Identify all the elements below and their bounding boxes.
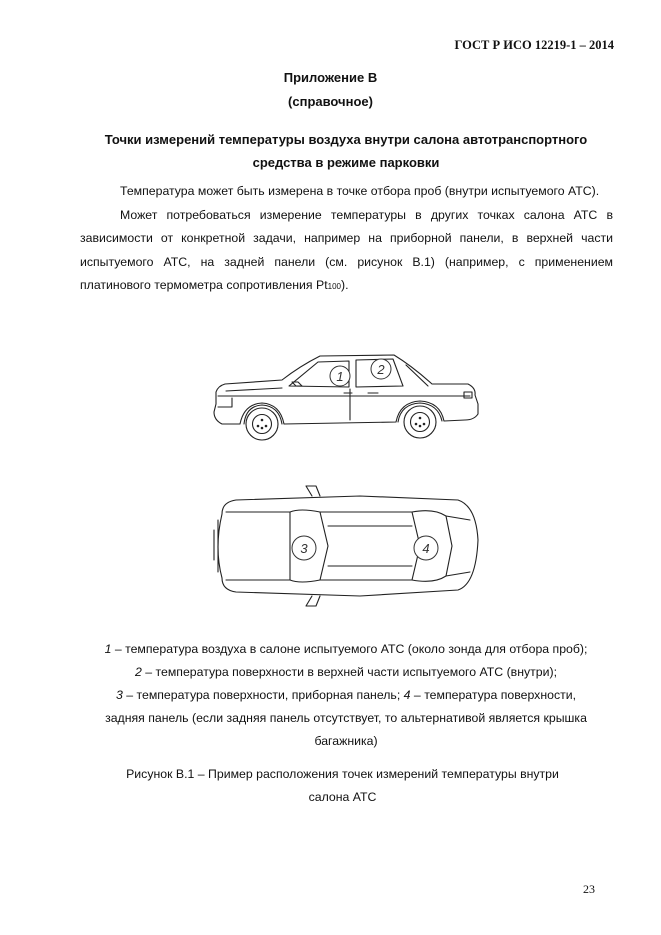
pt-subscript: 100 (327, 282, 341, 291)
legend-number-3: 3 (115, 688, 123, 702)
paragraph-1: Температура может быть измерена в точке отбора проб (внутри испытуемого АТС). (120, 184, 600, 198)
page-number: 23 (583, 882, 595, 896)
figure-legend (70, 638, 622, 753)
legend-text-1: – температура воздуха в салоне испытуемого АТС (около зонда для отбора проб); (111, 642, 588, 656)
legend-text-2: – температура поверхности в верхней части испытуемого АТС (внутри); (141, 665, 557, 679)
paragraph-2-end: ). (340, 278, 349, 292)
marker-3-label: 3 (300, 541, 308, 556)
caption-line-2: салона АТС (308, 790, 377, 804)
annex-subtitle: (справочное) (288, 94, 373, 109)
marker-1-label: 1 (336, 369, 344, 384)
marker-2 (371, 359, 391, 379)
legend-number-4: 4 (403, 688, 411, 702)
figure-caption (90, 763, 595, 809)
legend-line-5: багажника) (314, 734, 378, 748)
section-title-line-1: Точки измерений температуры воздуха внутри салона автотранспортного (104, 132, 588, 147)
legend-line-4: задняя панель (если задняя панель отсутствует, то альтернативой является крышка (105, 711, 587, 725)
legend-number-1: 1 (104, 642, 112, 656)
legend-text-4: – температура поверхности, (410, 688, 577, 702)
legend-line-2 (70, 661, 622, 684)
paragraph-2-main: Может потребоваться измерение температуры в других точках салона АТС в зависимости от конкретной задачи, например на приборной панели, в верхней части испытуемого АТС, на задней панели (см. рисунок В.1) (например, с применением платинового термометра сопротивления Pt (80, 207, 613, 292)
marker-4 (414, 536, 438, 560)
legend-text-3: – температура поверхности, приборная панель; (122, 688, 404, 702)
legend-number-2: 2 (135, 665, 142, 679)
legend-line-3 (70, 684, 622, 707)
caption-line-1: Рисунок В.1 – Пример расположения точек измерений температуры внутри (126, 767, 559, 781)
car-top-view (214, 486, 478, 606)
marker-4-label: 4 (422, 541, 430, 556)
legend-line-1 (70, 638, 622, 661)
annex-title: Приложение В (283, 70, 378, 85)
standard-code-header: ГОСТ Р ИСО 12219-1 – 2014 (454, 38, 614, 52)
marker-1 (330, 366, 350, 386)
section-title-line-2: средства в режиме парковки (252, 155, 440, 170)
marker-2-label: 2 (377, 362, 385, 377)
marker-3 (292, 536, 316, 560)
